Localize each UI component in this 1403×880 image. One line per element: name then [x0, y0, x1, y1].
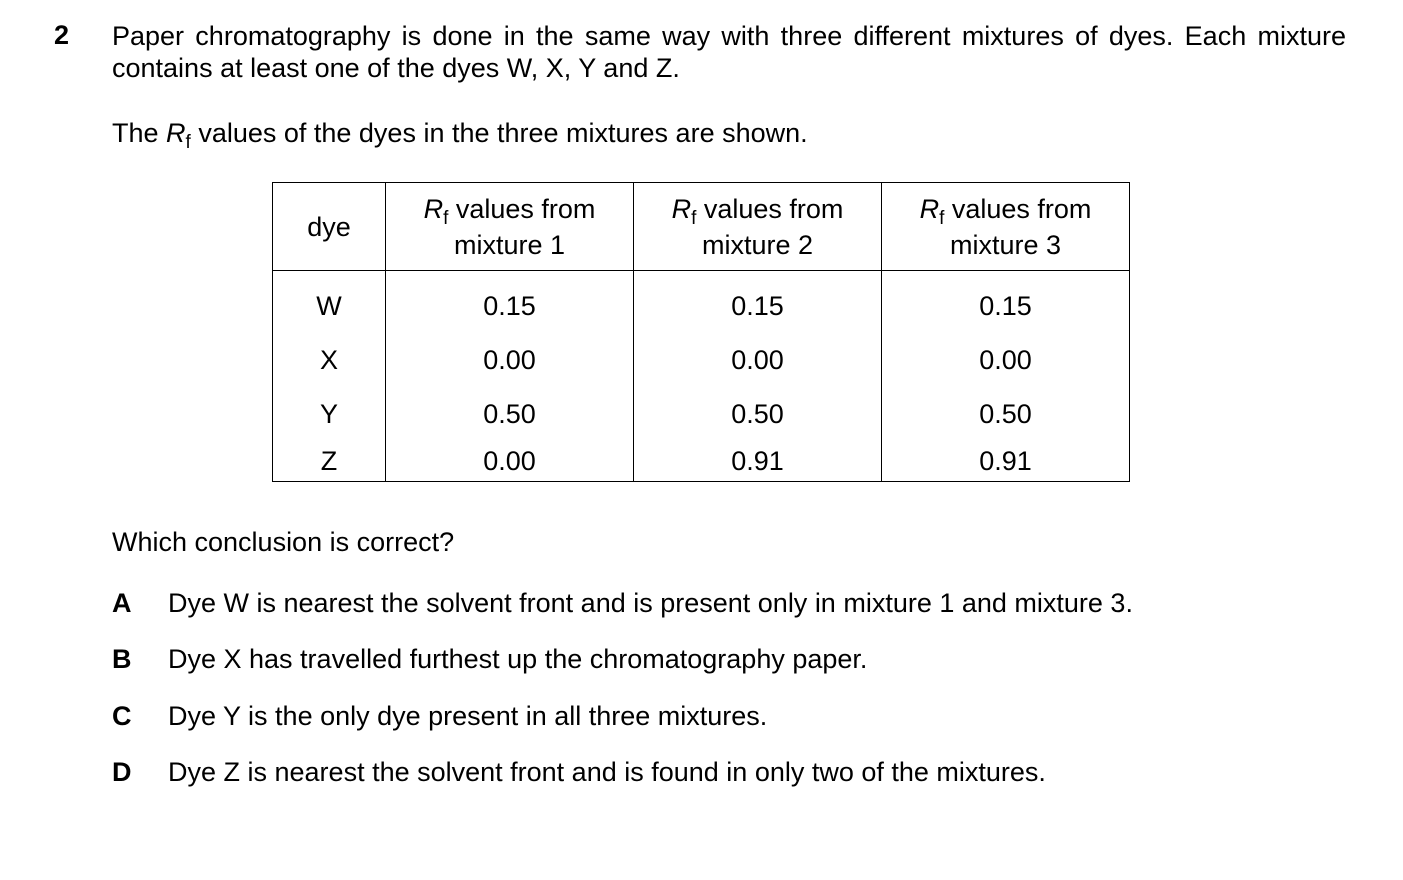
question-prompt: Which conclusion is correct? [112, 527, 455, 557]
dye-cell: W [273, 271, 386, 334]
rf-value-cell: 0.00 [386, 333, 634, 387]
dye-cell: X [273, 333, 386, 387]
option-c [112, 700, 767, 732]
table-row [273, 387, 1130, 441]
header-line2: mixture 3 [949, 229, 1062, 260]
question-number: 2 [54, 20, 70, 50]
option-text: Dye Y is the only dye present in all three mixtures. [168, 701, 768, 731]
option-d [112, 756, 1046, 788]
dye-cell: Z [273, 441, 386, 482]
header-line2: mixture 2 [701, 229, 814, 260]
header-dye: dye [273, 183, 386, 271]
rf-value-cell: 0.00 [386, 441, 634, 482]
dye-cell: Y [273, 387, 386, 441]
rf-value-cell: 0.15 [386, 271, 634, 334]
header-line2: mixture 1 [453, 229, 566, 260]
rf-value-cell: 0.50 [386, 387, 634, 441]
rf-symbol: R [919, 193, 940, 224]
option-letter: C [112, 701, 132, 731]
table-row [273, 441, 1130, 482]
question-intro: Paper chromatography is done in the same way with three different mixtures of dyes. Each mixture contains at least one of the dyes W, X, Y and Z. [112, 21, 1346, 83]
intro-suffix: values of the dyes in the three mixtures are shown. [190, 118, 808, 148]
table-header-row [273, 183, 1130, 271]
rf-subscript: f [443, 207, 449, 229]
option-letter: D [112, 757, 132, 787]
rf-value-cell: 0.15 [882, 271, 1130, 334]
rf-values-table [272, 182, 1130, 482]
option-text: Dye X has travelled furthest up the chromatography paper. [168, 644, 868, 674]
rf-symbol: R [423, 193, 444, 224]
rf-symbol: R [671, 193, 692, 224]
option-text: Dye Z is nearest the solvent front and is found in only two of the mixtures. [168, 757, 1046, 787]
rf-value-cell: 0.00 [882, 333, 1130, 387]
option-letter: B [112, 644, 132, 674]
option-text: Dye W is nearest the solvent front and is present only in mixture 1 and mixture 3. [168, 588, 1133, 618]
rf-intro-line [112, 117, 808, 153]
rf-value-cell: 0.15 [634, 271, 882, 334]
rf-value-cell: 0.91 [634, 441, 882, 482]
header-line1: values from [944, 193, 1092, 224]
option-letter: A [112, 588, 132, 618]
rf-subscript: f [185, 132, 191, 153]
table-row [273, 271, 1130, 334]
rf-value-cell: 0.50 [634, 387, 882, 441]
table-row [273, 333, 1130, 387]
rf-symbol: R [166, 118, 186, 148]
option-b [112, 643, 867, 675]
rf-value-cell: 0.50 [882, 387, 1130, 441]
header-mixture-3 [882, 183, 1130, 271]
option-a [112, 587, 1133, 619]
header-mixture-1 [386, 183, 634, 271]
header-line1: values from [696, 193, 844, 224]
rf-value-cell: 0.00 [634, 333, 882, 387]
rf-subscript: f [691, 207, 697, 229]
intro-prefix: The [112, 118, 167, 148]
rf-subscript: f [939, 207, 945, 229]
header-line1: values from [448, 193, 596, 224]
rf-value-cell: 0.91 [882, 441, 1130, 482]
header-mixture-2 [634, 183, 882, 271]
